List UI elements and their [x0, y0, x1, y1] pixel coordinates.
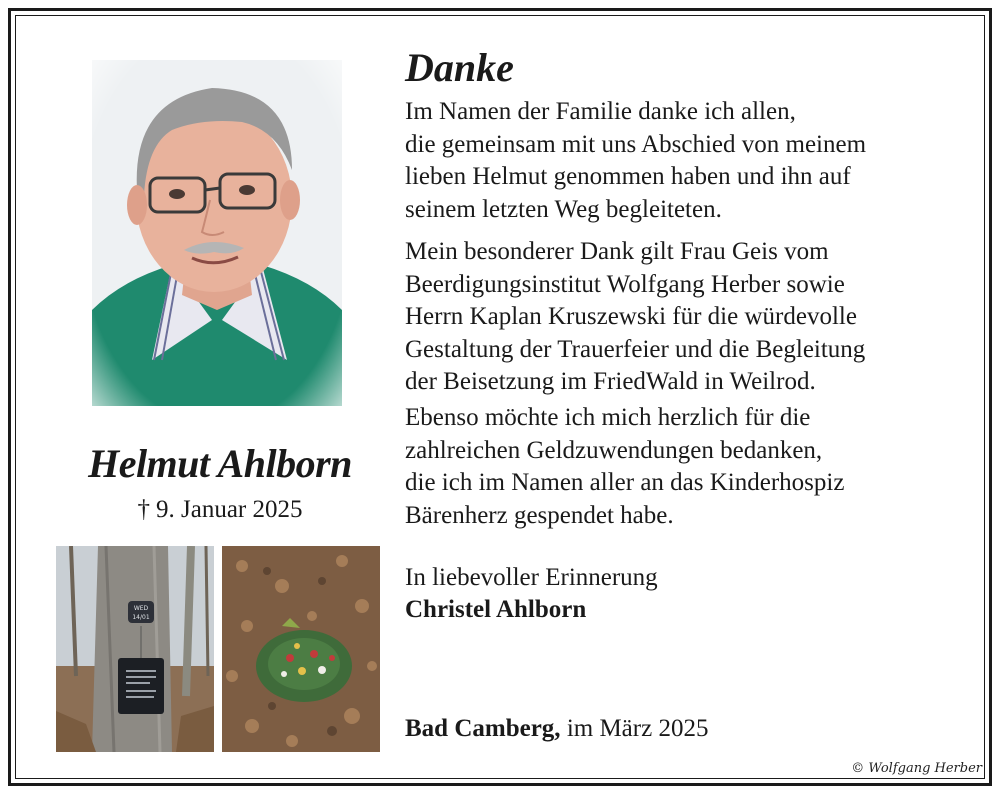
- text-line: Mein besonderer Dank gilt Frau Geis vom: [405, 238, 829, 265]
- photo-credit: © Wolfgang Herber: [851, 761, 982, 776]
- deceased-name: Helmut Ahlborn: [88, 441, 352, 486]
- text-line: Ebenso möchte ich mich herzlich für die: [405, 404, 811, 431]
- place-name: Bad Camberg,: [405, 715, 561, 742]
- closing-line: In liebevoller Erinnerung: [405, 564, 658, 591]
- text-line: der Beisetzung im FriedWald in Weilrod.: [405, 368, 816, 395]
- paragraph-donations: [405, 402, 965, 532]
- paragraph-thanks: [405, 96, 965, 226]
- text-line: seinem letzten Weg begleiteten.: [405, 195, 722, 223]
- text-line: die ich im Namen aller an das Kinderhospiz: [405, 469, 845, 496]
- text-line: Beerdigungsinstitut Wolfgang Herber sowie: [405, 270, 845, 298]
- cross-symbol: †: [137, 496, 150, 523]
- text-line: Gestaltung der Trauerfeier und die Begleitung: [405, 335, 866, 363]
- portrait-photo: [92, 60, 342, 406]
- text-line: Bärenherz gespendet habe.: [405, 501, 674, 529]
- tree-photo: [56, 546, 214, 752]
- text-line: die gemeinsam mit uns Abschied von meinem: [405, 130, 867, 158]
- text-line: Im Namen der Familie danke ich allen,: [405, 98, 796, 125]
- paragraph-special-thanks: [405, 236, 965, 399]
- text-line: lieben Helmut genommen haben und ihn auf: [405, 163, 851, 190]
- text-line: Herrn Kaplan Kruszewski für die würdevolle: [405, 303, 857, 330]
- svg-text:14/01: 14/01: [132, 614, 150, 621]
- grave-photo: [222, 546, 380, 752]
- heading-danke: Danke: [405, 45, 514, 90]
- place-date-line: [405, 715, 708, 743]
- notice-date: im März 2025: [566, 715, 709, 742]
- death-date-line: [60, 496, 380, 524]
- signer-name: Christel Ahlborn: [405, 596, 587, 623]
- death-date: 9. Januar 2025: [156, 496, 303, 523]
- text-line: zahlreichen Geldzuwendungen bedanken,: [405, 436, 823, 464]
- tree-tag-label: WED: [133, 605, 149, 612]
